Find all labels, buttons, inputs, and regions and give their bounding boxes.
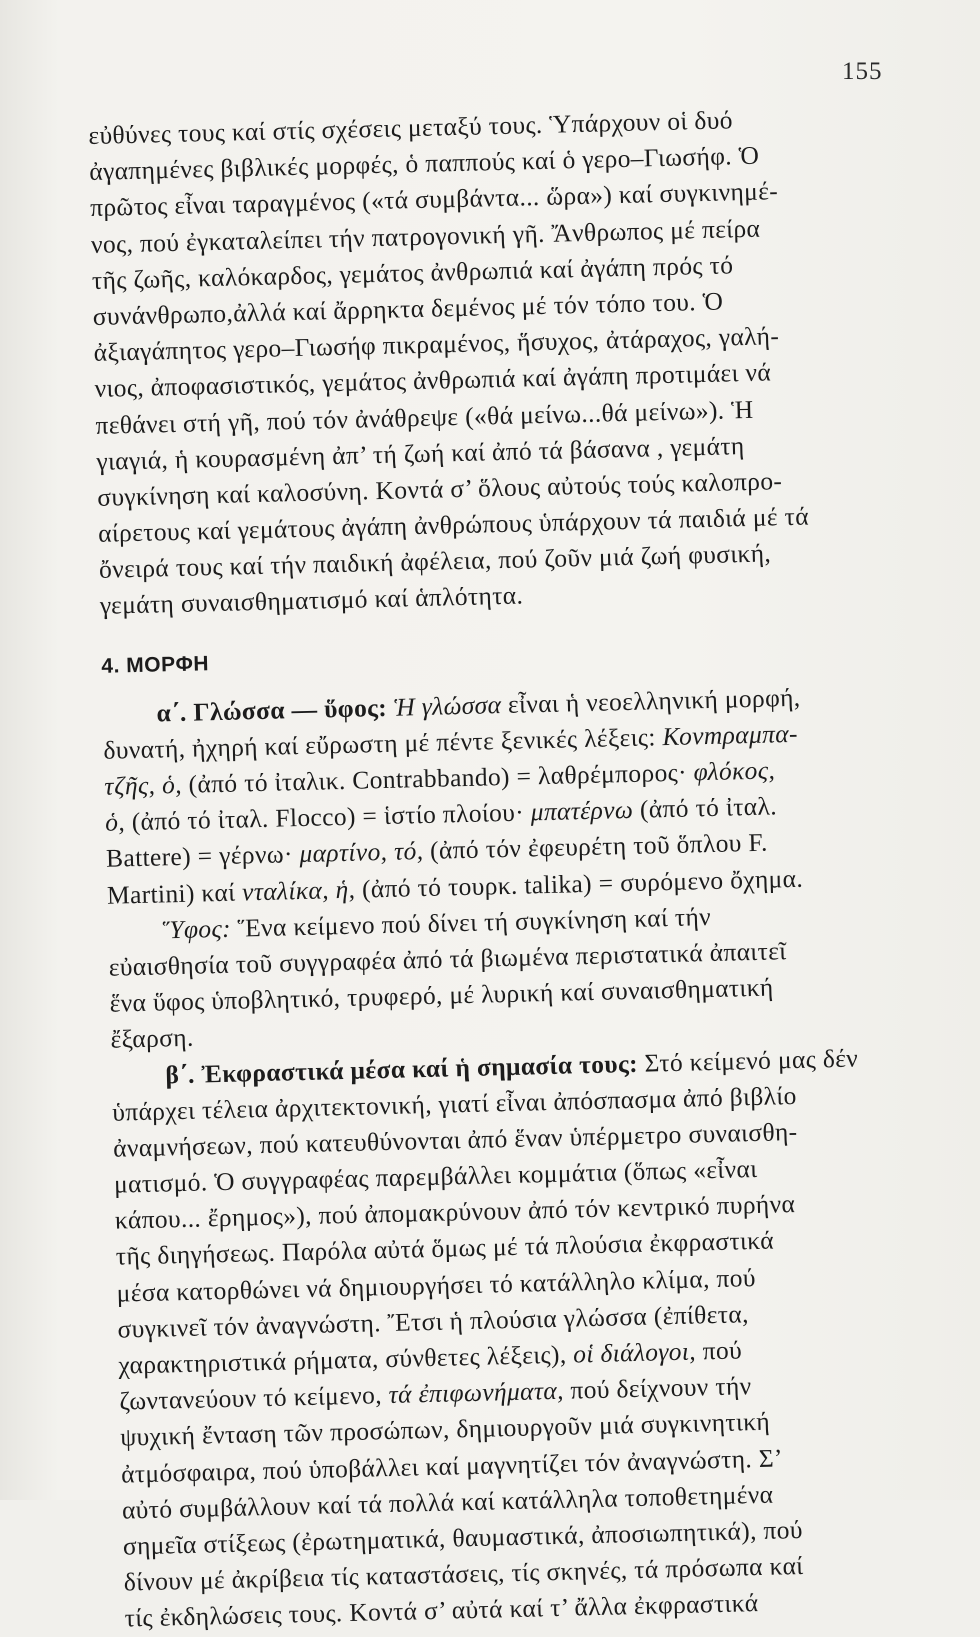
text-line: ἔξαρση. bbox=[110, 1023, 194, 1055]
text-line: συγκινεῖ τόν ἀναγνώστη. Ἔτσι ἡ πλούσια γλώσσα (ἐπίθετα, bbox=[117, 1299, 750, 1344]
foreign-word: ὁ, bbox=[104, 807, 126, 837]
text-line: αίρετους καί γεμάτους ἀγάπη ἀνθρώπους ὑπάρχουν τά παιδιά μέ τά bbox=[97, 501, 810, 548]
foreign-word: φλόκος, bbox=[693, 755, 776, 787]
text-span: χαρακτηριστικά ρήματα, σύνθετες λέξεις), bbox=[118, 1339, 574, 1380]
text-span: (ἀπό τό τουρκ. talika) = συρόμενο ὄχημα. bbox=[354, 863, 804, 904]
text-span: (ἀπό τό ἰταλ. Flocco) = ἱστίο πλοίου· bbox=[124, 797, 532, 837]
language-lead: α΄. Γλώσσα — ὕφος: bbox=[156, 692, 388, 728]
style-paragraph bbox=[107, 893, 930, 1058]
text-span: Martini) καί bbox=[106, 877, 243, 910]
text-line: μέσα κατορθώνει νά δημιουργήσει τό κατάλληλο κλίμα, πού bbox=[116, 1262, 757, 1308]
text-line: γεμάτη συναισθηματισμό καί ἁπλότητα. bbox=[99, 580, 524, 621]
text-span: Battere) = γέρνω· bbox=[105, 839, 300, 874]
text-span: Στό κείμενό μας δέν bbox=[637, 1042, 859, 1078]
text-line: ματισμό. Ὁ συγγραφέας παρεμβάλλει κομμάτια (ὅπως «εἶναι bbox=[113, 1154, 758, 1199]
text-span: (ἀπό τό ἰταλ. bbox=[632, 791, 778, 825]
text-line: νιος, ἀποφασιστικός, γεμάτος ἀνθρωπιά καί ἀγάπη προτιμάει νά bbox=[94, 357, 772, 404]
foreign-word: νταλίκα, ἡ, bbox=[241, 874, 356, 907]
style-subject: Ὕφος: bbox=[161, 913, 232, 945]
text-line: ἕνα ὕφος ὑποβλητικό, τρυφερό, μέ λυρική καί συναισθηματική bbox=[109, 972, 774, 1018]
emphasis: οἱ διάλογοι, bbox=[572, 1336, 697, 1369]
text-line: συνάνθρωπο,ἀλλά καί ἄρρηκτα δεμένος μέ τόν τόπο του. Ὁ bbox=[92, 286, 724, 331]
expressive-paragraph bbox=[111, 1038, 945, 1637]
foreign-word: μαρτίνο, τό, bbox=[299, 836, 424, 869]
text-line: γιαγιά, ἡ κουρασμένη ἀπ’ τή ζωή καί ἀπό τά βάσανα , γεμάτη bbox=[96, 430, 745, 476]
text-line: αὐτό συμβάλλουν καί τά πολλά καί κατάλληλα τοποθετημένα bbox=[121, 1479, 774, 1525]
text-span: (ἀπό τόν ἐφευρέτη τοῦ ὅπλου F. bbox=[422, 827, 768, 866]
text-line: πεθάνει στή γῆ, πού τόν ἀνάθρεψε («θά μείνω...θά μείνω»). Ἡ bbox=[95, 394, 754, 440]
text-line: ψυχική ἔνταση τῶν προσώπων, δημιουργοῦν μιά συγκινητική bbox=[119, 1407, 771, 1452]
text-line: πρῶτος εἶναι ταραγμένος («τά συμβάντα... ὥρα») καί συγκινημέ- bbox=[89, 176, 779, 223]
text-span: ζωντανεύουν τό κείμενο, bbox=[119, 1380, 389, 1416]
text-span: πού bbox=[695, 1335, 743, 1366]
text-line: ὄνειρά τους καί τήν παιδική ἀφέλεια, πού ζοῦν μιά ζωή φυσική, bbox=[98, 538, 772, 585]
expressive-lead: β΄. Ἐκφραστικά μέσα καί ἡ σημασία τους: bbox=[165, 1048, 639, 1089]
text-line: δίνουν μέ ἀκρίβεια τίς καταστάσεις, τίς σκηνές, τά πρόσωπα καί bbox=[123, 1551, 804, 1597]
text-line: εὐθύνες τους καί στίς σχέσεις μεταξύ τους. Ὑπάρχουν οἱ δυό bbox=[88, 105, 734, 150]
text-line: τῆς ζωῆς, καλόκαρδος, γεμάτος ἀνθρωπιά καί ἀγάπη πρός τό bbox=[91, 250, 734, 295]
emphasis: τά ἐπιφωνήματα, bbox=[388, 1375, 565, 1410]
text-line: συγκίνηση καί καλοσύνη. Κοντά σ’ ὅλους αὐτούς τούς καλοπρο- bbox=[96, 466, 783, 512]
text-span: Ἕνα κείμενο πού δίνει τή συγκίνηση καί τήν bbox=[230, 901, 712, 943]
text-line: τίς ἐκδηλώσεις τους. Κοντά σ’ αὐτά καί τ’ ἄλλα ἐκφραστικά bbox=[124, 1588, 759, 1633]
text-line: ἀτμόσφαιρα, πού ὑποβάλλει καί μαγνητίζει τόν ἀναγνώστη. Σ’ bbox=[120, 1442, 784, 1489]
text-span: πού δείχνουν τήν bbox=[563, 1371, 752, 1405]
foreign-word: μπατέρνω bbox=[530, 795, 634, 827]
text-span: εἶναι ἡ νεοελληνική μορφή, bbox=[500, 682, 801, 719]
section-heading: 4. ΜΟΡΦΗ bbox=[101, 651, 210, 678]
text-line: νος, πού ἐγκαταλείπει τήν πατρογονική γῆ. Ἄνθρωπος μέ πείρα bbox=[90, 213, 761, 259]
foreign-word: Κονтραμπα- bbox=[662, 718, 799, 751]
text-line: σημεῖα στίξεως (ἐρωτηματικά, θαυμαστικά, ἀποσιωπητικά), πού bbox=[122, 1514, 804, 1561]
language-paragraph bbox=[102, 676, 927, 913]
page-body bbox=[88, 98, 945, 1637]
text-line: τῆς διηγήσεως. Παρόλα αὐτά ὅμως μέ τά πλούσια ἐκφραστικά bbox=[115, 1226, 775, 1272]
text-line: ὑπάρχει τέλεια ἀρχιτεκτονική, γιατί εἶναι ἀπόσπασμα ἀπό βιβλίο bbox=[111, 1080, 797, 1127]
text-line: εὐαισθησία τοῦ συγγραφέα ἀπό τά βιωμένα περιστατικά ἀπαιτεῖ bbox=[108, 936, 787, 982]
text-span: δυνατή, ἠχηρή καί εὔρωστη μέ πέντε ξενικές λέξεις: bbox=[103, 721, 663, 765]
text-line: ἀναμνήσεων, πού κατευθύνονται ἀπό ἕναν ὑπέρμετρο συναισθη- bbox=[112, 1116, 798, 1163]
page-number: 155 bbox=[842, 58, 883, 85]
foreign-word: τζῆς, ὁ, bbox=[103, 769, 183, 801]
language-subject: Ἡ γλώσσα bbox=[393, 689, 502, 722]
intro-paragraph bbox=[88, 98, 920, 625]
text-span: (ἀπό τό ἰταλικ. Contrabbando) = λαθρέμπορος· bbox=[181, 757, 694, 799]
text-line: ἀγαπημένες βιβλικές μορφές, ὁ παππούς καί ὁ γερο–Γιωσήφ. Ὁ bbox=[88, 140, 760, 187]
text-line: ἀξιαγάπητος γερο–Γιωσήφ πικραμένος, ἥσυχος, ἀτάραχος, γαλή- bbox=[93, 321, 780, 368]
text-line: κάπου... ἔρημος»), πού ἀπομακρύνουν ἀπό τόν κεντρικό πυρήνα bbox=[114, 1189, 796, 1235]
